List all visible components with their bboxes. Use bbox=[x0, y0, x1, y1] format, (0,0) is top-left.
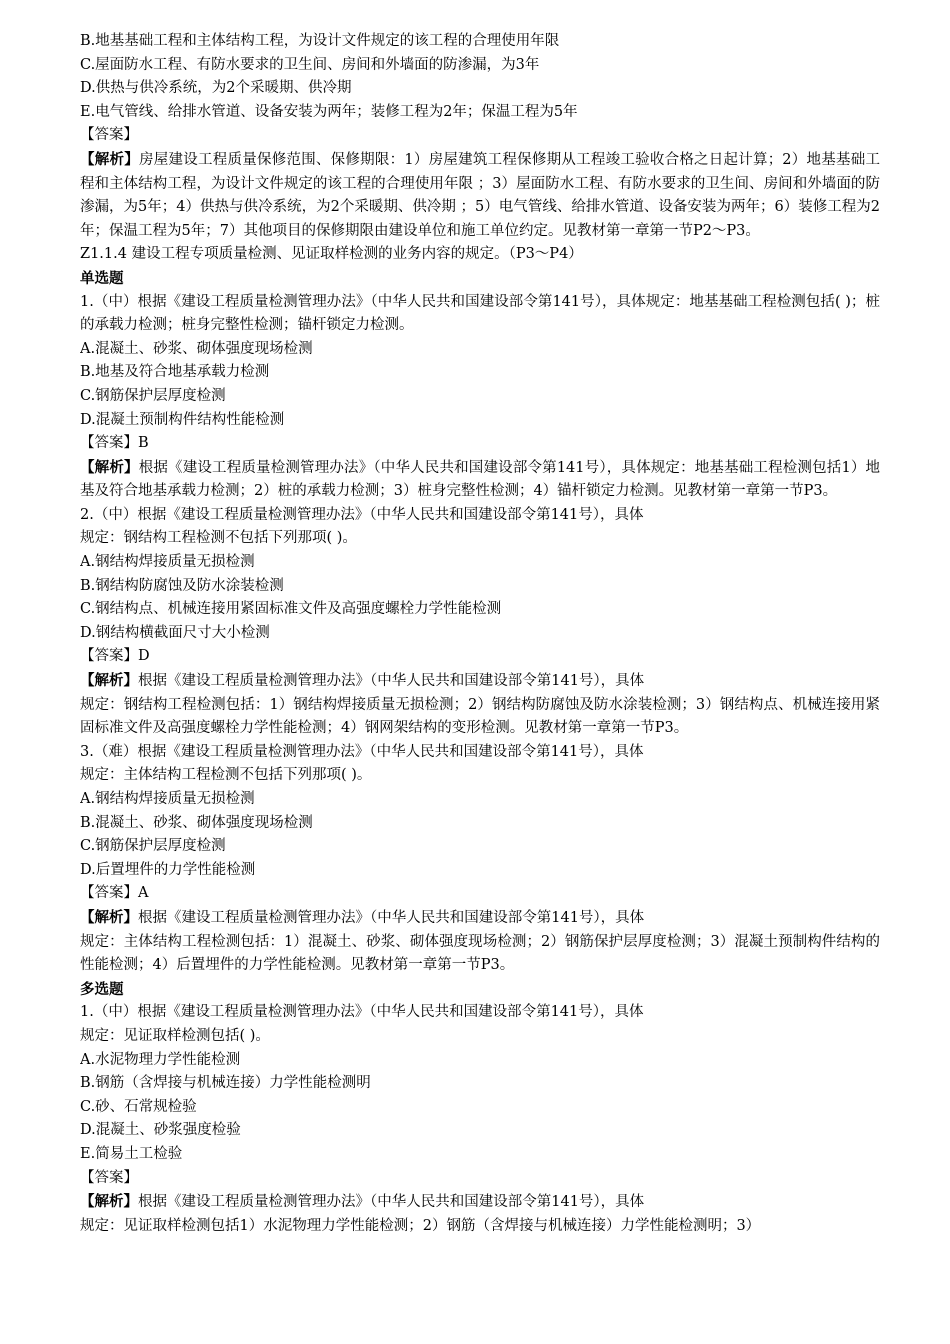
option-a: A.钢结构焊接质量无损检测 bbox=[80, 791, 255, 807]
analysis bbox=[80, 148, 880, 243]
analysis bbox=[80, 669, 880, 694]
option-a: A.混凝土、砂浆、砌体强度现场检测 bbox=[80, 340, 313, 357]
question-stem-cont: 规定：见证取样检测包括( )。 bbox=[80, 1027, 270, 1044]
analysis-text: 房屋建设工程质量保修范围、保修期限：1）房屋建筑工程保修期从工程竣工验收合格之日起计算；2）地基基础工程和主体结构工程，为设计文件规定的该工程的合理使用年限 ；3）屋面防水工程、有防水要求的卫生间、房间和外墙面的防渗漏，为5年；4）供热与供冷系统，为2个采暖期、供冷期 ；5）电气管线、给排水管道、设备安装为两年；6）装修工程为2年；保温工程为5年；7）其他项目的保修期限由建设单位和施工单位约定。见教材第一章第一节P2～P3。 bbox=[80, 151, 880, 239]
answer: 【答案】 bbox=[80, 127, 138, 144]
analysis-label: 【解析】 bbox=[80, 908, 138, 926]
option-d: D.混凝土预制构件结构性能检测 bbox=[80, 411, 285, 428]
analysis-label: 【解析】 bbox=[80, 672, 138, 690]
analysis-cont: 规定：见证取样检测包括1）水泥物理力学性能检测；2）钢筋（含焊接与机械连接）力学性能检测明；3） bbox=[80, 1217, 761, 1234]
question-stem-cont: 规定：钢结构工程检测不包括下列那项( )。 bbox=[80, 530, 357, 547]
analysis-cont: 规定：钢结构工程检测包括：1）钢结构焊接质量无损检测；2）钢结构防腐蚀及防水涂装检测；3）钢结构点、机械连接用紧固标准文件及高强度螺栓力学性能检测；4）钢网架结构的变形检测。见教材第一章第一节P3。 bbox=[80, 696, 880, 737]
analysis-label: 【解析】 bbox=[80, 1193, 138, 1211]
multi-choice-heading: 多选题 bbox=[80, 980, 124, 998]
answer: 【答案】B bbox=[80, 435, 149, 452]
option-d: D.钢结构横截面尺寸大小检测 bbox=[80, 624, 270, 641]
analysis-text: 根据《建设工程质量检测管理办法》（中华人民共和国建设部令第141号），具体 bbox=[138, 1194, 645, 1211]
option-c: C.屋面防水工程、有防水要求的卫生间、房间和外墙面的防渗漏，为3年 bbox=[80, 56, 540, 73]
answer: 【答案】 bbox=[80, 1169, 138, 1186]
analysis-text: 根据《建设工程质量检测管理办法》（中华人民共和国建设部令第141号），具体 bbox=[138, 909, 645, 926]
analysis-cont: 规定：主体结构工程检测包括：1）混凝土、砂浆、砌体强度现场检测；2）钢筋保护层厚度检测；3）混凝土预制构件结构的性能检测；4）后置埋件的力学性能检测。见教材第一章第一节P3。 bbox=[80, 933, 880, 974]
analysis-text: 根据《建设工程质量检测管理办法》（中华人民共和国建设部令第141号），具体 bbox=[138, 673, 645, 690]
option-c: C.钢筋保护层厚度检测 bbox=[80, 387, 226, 404]
option-c: C.钢筋保护层厚度检测 bbox=[80, 838, 226, 855]
analysis bbox=[80, 906, 880, 931]
option-d: D.混凝土、砂浆强度检验 bbox=[80, 1122, 241, 1139]
option-e: E.电气管线、给排水管道、设备安装为两年；装修工程为2年；保温工程为5年 bbox=[80, 103, 578, 120]
question-stem: 1.（中）根据《建设工程质量检测管理办法》（中华人民共和国建设部令第141号），具体规定：地基基础工程检测包括( )；桩的承载力检测；桩身完整性检测；锚杆锁定力检测。 bbox=[80, 293, 880, 334]
analysis bbox=[80, 1190, 880, 1215]
question-stem: 1.（中）根据《建设工程质量检测管理办法》（中华人民共和国建设部令第141号），具体 bbox=[80, 1004, 644, 1021]
option-b: B.混凝土、砂浆、砌体强度现场检测 bbox=[80, 814, 313, 831]
question-stem: 2.（中）根据《建设工程质量检测管理办法》（中华人民共和国建设部令第141号），具体 bbox=[80, 506, 644, 523]
answer: 【答案】A bbox=[80, 885, 149, 902]
option-a: A.水泥物理力学性能检测 bbox=[80, 1051, 241, 1068]
document-page bbox=[80, 30, 880, 1238]
answer: 【答案】D bbox=[80, 648, 150, 665]
option-b: B.钢筋（含焊接与机械连接）力学性能检测明 bbox=[80, 1075, 371, 1092]
analysis-label: 【解析】 bbox=[80, 150, 139, 168]
option-b: B.地基基础工程和主体结构工程，为设计文件规定的该工程的合理使用年限 bbox=[80, 33, 560, 49]
option-d: D.供热与供冷系统，为2个采暖期、供冷期 bbox=[80, 80, 352, 97]
question-stem: 3.（难）根据《建设工程质量检测管理办法》（中华人民共和国建设部令第141号），具体 bbox=[80, 743, 644, 760]
analysis-text: 根据《建设工程质量检测管理办法》（中华人民共和国建设部令第141号），具体规定：地基基础工程检测包括1）地基及符合地基承载力检测；2）桩的承载力检测；3）桩身完整性检测；4）锚杆锁定力检测。见教材第一章第一节P3。 bbox=[80, 459, 881, 500]
question-stem-cont: 规定：主体结构工程检测不包括下列那项( )。 bbox=[80, 767, 372, 784]
option-b: B.地基及符合地基承载力检测 bbox=[80, 364, 270, 381]
option-c: C.砂、石常规检验 bbox=[80, 1098, 197, 1115]
single-choice-heading: 单选题 bbox=[80, 269, 124, 287]
option-d: D.后置埋件的力学性能检测 bbox=[80, 861, 256, 878]
option-a: A.钢结构焊接质量无损检测 bbox=[80, 554, 255, 571]
option-e: E.简易土工检验 bbox=[80, 1145, 183, 1162]
section-title: Z1.1.4 建设工程专项质量检测、见证取样检测的业务内容的规定。（P3～P4） bbox=[80, 246, 583, 263]
analysis-label: 【解析】 bbox=[80, 458, 139, 476]
analysis bbox=[80, 456, 880, 504]
option-b: B.钢结构防腐蚀及防水涂装检测 bbox=[80, 577, 284, 594]
option-c: C.钢结构点、机械连接用紧固标准文件及高强度螺栓力学性能检测 bbox=[80, 601, 502, 618]
